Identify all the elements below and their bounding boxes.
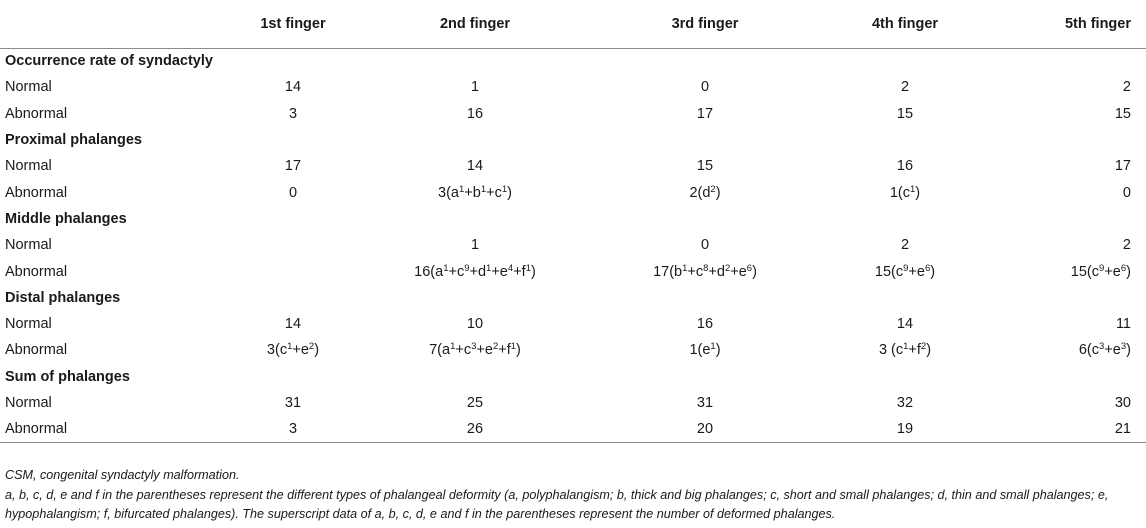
table-cell: 20: [594, 416, 816, 442]
header-row: [0, 0, 1146, 48]
table-row: [0, 416, 1146, 442]
table-cell: $3(a^1+b^1+c^1)$: [438, 183, 512, 201]
table-cell: 32: [896, 395, 914, 411]
table-body: [0, 48, 1146, 442]
row-label: Normal: [5, 237, 52, 254]
table-cell: 17: [696, 105, 714, 122]
table-cell: 17: [284, 158, 302, 175]
section-title: Sum of phalanges: [5, 368, 130, 385]
table-cell: 30: [1114, 395, 1131, 411]
table-header: [0, 0, 1146, 48]
row-label: Abnormal: [5, 263, 68, 280]
row-label: Abnormal: [5, 342, 68, 359]
row-label: Abnormal: [0, 416, 230, 442]
table-row: [0, 311, 1146, 337]
table-cell: $2(d^2)$: [689, 183, 721, 201]
table-cell: 16: [466, 105, 484, 122]
table-cell: 2: [1122, 237, 1131, 254]
footnote-abbreviation: CSM, congenital syndactyly malformation.: [5, 468, 240, 482]
table-cell: 3: [230, 416, 356, 442]
table-cell: 1: [470, 79, 480, 96]
table-cell: 2: [900, 237, 910, 254]
table-cell: $15(c^9+e^6)$: [874, 262, 936, 280]
table-cell: 0: [700, 237, 710, 254]
row-label: Abnormal: [5, 184, 68, 201]
row-label: Normal: [5, 316, 52, 333]
table-cell: $3(c^1+e^2)$: [266, 341, 320, 359]
table-cell: 3: [288, 105, 298, 122]
table-cell: 31: [696, 395, 714, 411]
table-row: [0, 390, 1146, 416]
table-cell: $15(c^9+e^6)$: [1070, 262, 1131, 280]
header-1st-finger: 1st finger: [230, 0, 356, 48]
table-cell: 10: [466, 316, 484, 333]
section-row: [0, 364, 1146, 390]
table-cell: $6(c^3+e^3)$: [1078, 341, 1131, 359]
section-title: Distal phalanges: [5, 289, 121, 306]
table-cell: 16: [696, 316, 714, 333]
footnote-legend: a, b, c, d, e and f in the parentheses represent the different types of phalangeal deformity (a, polyphalangism; b, thick and big phalanges; c, short and small phalanges; d, thin and small phalanges; e, hypophalangism; f, bifurcated phalanges). The superscript data of a, b, c, d, e and f in the parentheses represent the number of deformed phalanges.: [5, 487, 1109, 521]
table-cell: 31: [284, 395, 302, 411]
section-title: Occurrence rate of syndactyly: [5, 53, 213, 70]
table-row: [0, 101, 1146, 127]
header-3rd-finger: 3rd finger: [594, 0, 816, 48]
table-cell: $16(a^1+c^9+d^1+e^4+f^1)$: [414, 262, 536, 280]
row-label: Normal: [5, 395, 52, 411]
section-title: Middle phalanges: [5, 210, 127, 227]
table-cell: 15: [896, 105, 914, 122]
table-cell: 3 $(c^1+f^2)$: [878, 341, 932, 359]
table-cell: 14: [284, 79, 302, 96]
table-cell: 17: [1114, 158, 1131, 175]
table-cell: [230, 258, 356, 284]
table-row: [0, 258, 1146, 284]
table-cell: 14: [284, 316, 302, 333]
table-cell: [230, 232, 356, 258]
table-cell: 21: [994, 416, 1146, 442]
section-row: [0, 127, 1146, 153]
table-cell: 15: [1114, 105, 1131, 122]
table-row: [0, 232, 1146, 258]
section-row: [0, 285, 1146, 311]
table-footnotes: [5, 466, 1141, 525]
header-5th-finger: 5th finger: [994, 0, 1146, 48]
table-row: [0, 179, 1146, 205]
section-row: [0, 48, 1146, 74]
table-cell: $1(e^1)$: [689, 341, 721, 359]
table-cell: 0: [700, 79, 710, 96]
table-row: [0, 337, 1146, 363]
table-cell: 11: [1115, 316, 1131, 333]
row-label: Abnormal: [5, 105, 68, 122]
section-row: [0, 206, 1146, 232]
table-row: [0, 153, 1146, 179]
table-cell: 16: [896, 158, 914, 175]
table-cell: 14: [466, 158, 484, 175]
table-cell: 2: [900, 79, 910, 96]
header-2nd-finger: 2nd finger: [356, 0, 594, 48]
table-cell: $17(b^1+c^8+d^2+e^6)$: [653, 262, 757, 280]
section-title: Proximal phalanges: [5, 132, 142, 149]
table-cell: 19: [816, 416, 994, 442]
table-cell: 0: [1122, 184, 1131, 201]
table-cell: 1: [470, 237, 480, 254]
table-cell: 0: [288, 184, 298, 201]
table-cell: 14: [896, 316, 914, 333]
table-cell: 26: [356, 416, 594, 442]
header-4th-finger: 4th finger: [816, 0, 994, 48]
row-label: Normal: [5, 79, 52, 96]
row-label: Normal: [5, 158, 52, 175]
table-cell: 25: [466, 395, 484, 411]
table-cell: 15: [696, 158, 714, 175]
table-cell: $7(a^1+c^3+e^2+f^1)$: [429, 341, 521, 359]
table-cell: 2: [1122, 79, 1131, 96]
header-empty: [0, 0, 230, 48]
table-cell: $1(c^1)$: [889, 183, 921, 201]
table-row: [0, 74, 1146, 100]
